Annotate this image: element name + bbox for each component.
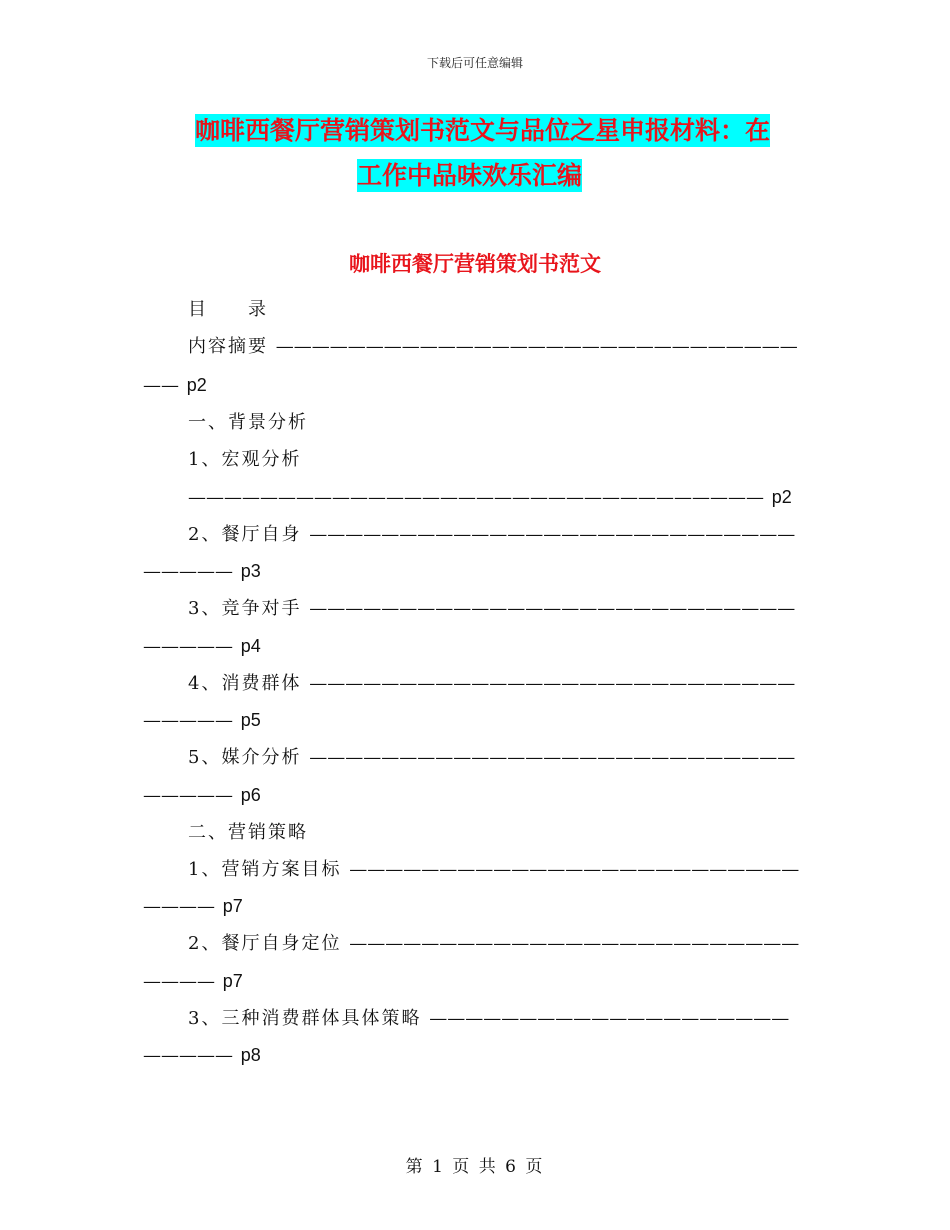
toc-section-2: 二、营销策略	[188, 822, 308, 843]
toc-entry-6	[188, 851, 799, 888]
toc-entry-7	[188, 925, 799, 962]
toc-page-number: p8	[240, 1045, 261, 1065]
toc-entry-5	[188, 739, 795, 776]
toc-page-number: p7	[222, 971, 243, 991]
title-line-2: 工作中品味欢乐汇编	[357, 161, 583, 190]
toc-leader: ———————————————————————————	[309, 598, 796, 619]
toc-entry-summary-cont	[143, 367, 207, 404]
toc-label: 4、消费群体	[188, 673, 310, 694]
toc-entry-2-cont	[143, 553, 261, 590]
toc-page-number: p4	[240, 636, 261, 656]
toc-heading: 目 录	[188, 299, 268, 320]
toc-leader: ————	[143, 896, 215, 917]
toc-label: 2、餐厅自身定位	[188, 933, 350, 954]
toc-leader: —————————————————————————	[349, 859, 800, 880]
toc-label: 1、营销方案目标	[188, 859, 350, 880]
toc-page-number: p7	[222, 896, 243, 916]
toc-leader: —————	[143, 1045, 233, 1066]
toc-entry-3-cont	[143, 628, 261, 665]
header-note: 下载后可任意编辑	[426, 56, 523, 70]
toc-leader: ——	[143, 375, 179, 396]
toc-leader: —————	[143, 636, 233, 657]
toc-label: 5、媒介分析	[188, 747, 310, 768]
toc-section-1: 一、背景分析	[188, 412, 308, 433]
toc-page-number: p3	[240, 561, 261, 581]
page-footer: 第 1 页 共 6 页	[405, 1157, 545, 1177]
toc-entry-6-cont	[143, 888, 243, 925]
toc-leader: —————————————————————————	[349, 933, 800, 954]
section-title: 咖啡西餐厅营销策划书范文	[349, 252, 601, 276]
toc-page-number: p5	[240, 710, 261, 730]
toc-entry-5-cont	[143, 777, 261, 814]
toc-entry-1-cont	[188, 479, 792, 516]
toc-entry-summary	[188, 328, 798, 365]
toc-leader: ————————————————————	[429, 1008, 790, 1029]
toc-page-number: p2	[771, 487, 792, 507]
toc-entry-8	[188, 1000, 789, 1037]
toc-label: 内容摘要	[188, 336, 276, 357]
toc-entry-4-cont	[143, 702, 261, 739]
toc-entry-8-cont	[143, 1037, 261, 1074]
toc-leader: ———————————————————————————	[309, 747, 796, 768]
toc-leader: ————————————————————————————————	[188, 487, 764, 508]
toc-label: 2、餐厅自身	[188, 524, 310, 545]
toc-leader: —————	[143, 785, 233, 806]
toc-leader: —————	[143, 710, 233, 731]
toc-leader: ————	[143, 971, 215, 992]
toc-label: 3、竞争对手	[188, 598, 310, 619]
toc-leader: ———————————————————————————	[309, 673, 796, 694]
toc-leader: —————	[143, 561, 233, 582]
toc-page-number: p2	[186, 375, 207, 395]
toc-leader: ———————————————————————————	[309, 524, 796, 545]
toc-entry-7-cont	[143, 963, 243, 1000]
toc-entry-2	[188, 516, 795, 553]
toc-page-number: p6	[240, 785, 261, 805]
title-line-1: 咖啡西餐厅营销策划书范文与品位之星申报材料：在	[195, 116, 771, 145]
toc-entry-3	[188, 590, 795, 627]
toc-entry-4	[188, 665, 795, 702]
toc-label: 3、三种消费群体具体策略	[188, 1008, 430, 1029]
toc-leader: —————————————————————————————	[275, 336, 798, 357]
toc-entry-1: 1、宏观分析	[188, 449, 302, 470]
